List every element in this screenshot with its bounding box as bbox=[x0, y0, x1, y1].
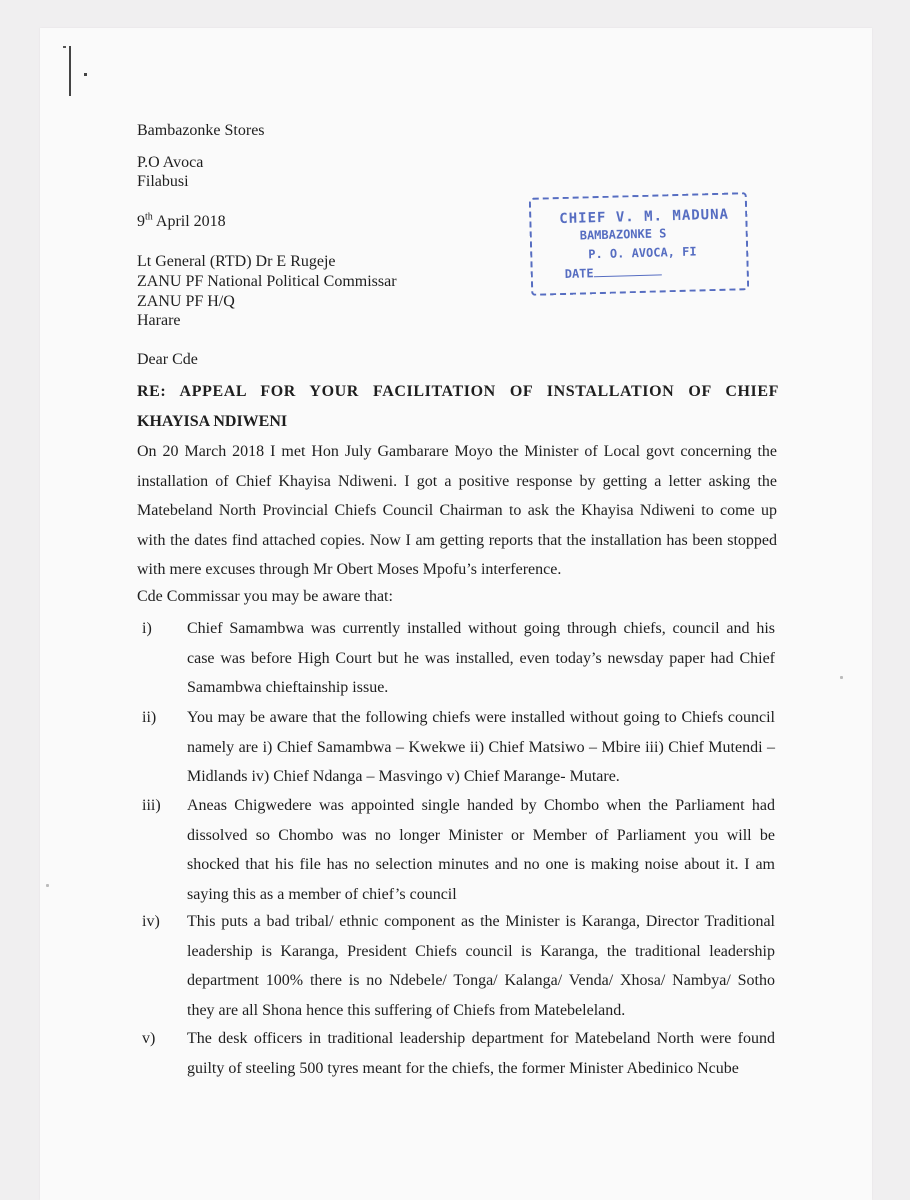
list-item-text: This puts a bad tribal/ ethnic component as the Minister is Karanga, Director Traditional leadership is Karanga, President Chiefs council is Karanga, the traditional leadership department 100% there is no Ndebele/ Tonga/ Kalanga/ Venda/ Xhosa/ Nambya/ Sotho they are all Shona hence this suffering of Chiefs from Matebeleland. bbox=[187, 913, 775, 1019]
list-item-number: iv) bbox=[142, 913, 160, 930]
list-intro: Cde Commissar you may be aware that: bbox=[137, 588, 393, 605]
list-item-text: You may be aware that the following chiefs were installed without going to Chiefs council namely are i) Chief Samambwa – Kwekwe ii) Chief Matsiwo – Mbire iii) Chief Mutendi – Midlands iv) Chief Ndanga – Masvingo v) Chief Marange- Mutare. bbox=[187, 709, 775, 785]
recipient-line: ZANU PF National Political Commissar bbox=[137, 273, 397, 290]
stamp-date-line bbox=[565, 264, 662, 281]
sender-address-line: P.O Avoca bbox=[137, 154, 204, 171]
scan-edge-dot bbox=[84, 73, 87, 76]
subject-line: KHAYISA NDIWENI bbox=[137, 413, 288, 430]
list-item-text: Aneas Chigwedere was appointed single handed by Chombo when the Parliament had dissolved so Chombo was no longer Minister or Member of Parliament you will be shocked that his file has no selection minutes and no one is making noise about it. I am saying this as a member of chief’s council bbox=[187, 797, 775, 903]
recipient-line: Lt General (RTD) Dr E Rugeje bbox=[137, 253, 336, 270]
list-item-number: i) bbox=[142, 620, 152, 637]
list-item-text: The desk officers in traditional leadership department for Matebeland North were found guilty of steeling 500 tyres meant for the chiefs, the former Minister Abedinico Ncube bbox=[187, 1030, 775, 1077]
sender-name: Bambazonke Stores bbox=[137, 122, 265, 139]
date-suffix: th bbox=[145, 211, 153, 223]
scan-edge-dot bbox=[63, 46, 66, 48]
stamp-line: BAMBAZONKE S bbox=[579, 226, 667, 243]
chief-stamp bbox=[529, 192, 749, 296]
scan-edge-mark bbox=[69, 46, 71, 96]
list-item-text: Chief Samambwa was currently installed without going through chiefs, council and his case was before High Court but he was installed, even today’s newsday paper had Chief Samambwa chieftainship issue. bbox=[187, 620, 775, 696]
scan-speck bbox=[840, 676, 843, 679]
sender-address-line: Filabusi bbox=[137, 173, 189, 190]
letter-date bbox=[137, 212, 226, 232]
list-item-number: v) bbox=[142, 1030, 156, 1047]
stamp-date-label: DATE bbox=[564, 266, 594, 281]
salutation: Dear Cde bbox=[137, 351, 198, 368]
recipient-line: ZANU PF H/Q bbox=[137, 293, 235, 310]
scan-speck bbox=[46, 884, 49, 887]
recipient-line: Harare bbox=[137, 312, 181, 329]
list-item-number: iii) bbox=[142, 797, 161, 814]
stamp-line: P. O. AVOCA, FI bbox=[588, 244, 697, 262]
date-day: 9 bbox=[137, 213, 145, 230]
date-rest: April 2018 bbox=[152, 213, 226, 230]
stamp-line: CHIEF V. M. MADUNA bbox=[559, 206, 730, 228]
subject-line: RE: APPEAL FOR YOUR FACILITATION OF INSTALLATION OF CHIEF bbox=[137, 383, 779, 400]
list-item-number: ii) bbox=[142, 709, 157, 726]
body-paragraph: On 20 March 2018 I met Hon July Gambarare Moyo the Minister of Local govt concerning the installation of Chief Khayisa Ndiweni. I got a positive response by getting a letter asking the Matebeland North Provincial Chiefs Council Chairman to ask the Khayisa Ndiweni to come up with the dates find attached copies. Now I am getting reports that the installation has been stopped with mere excuses through Mr Obert Moses Mpofu’s interference. bbox=[137, 443, 777, 578]
stamp-date-blank bbox=[593, 264, 661, 277]
